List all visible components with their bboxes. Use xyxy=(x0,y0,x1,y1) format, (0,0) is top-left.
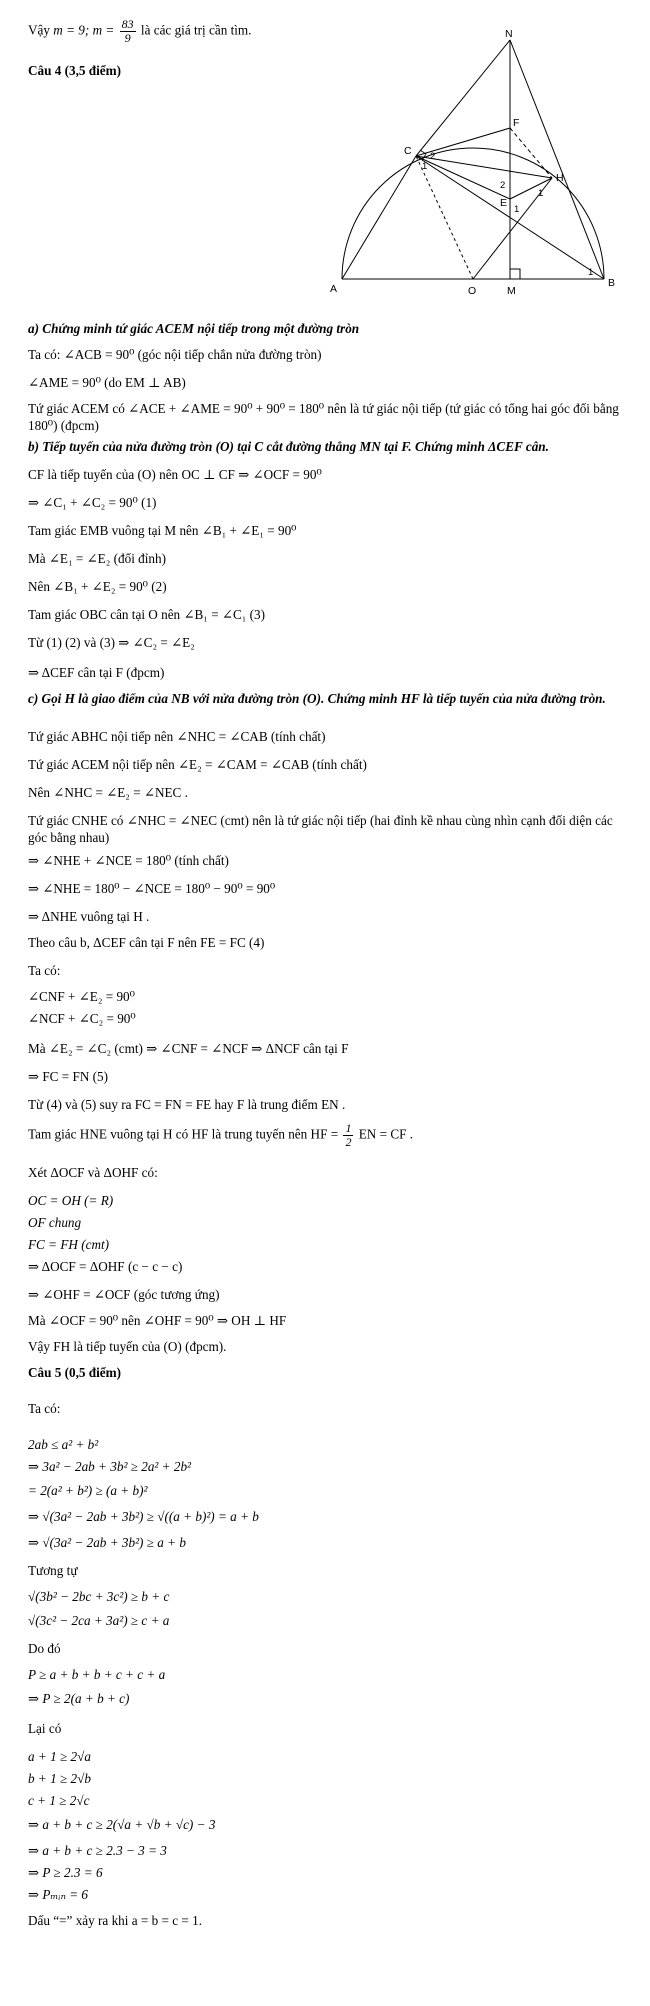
text-line: OF chung xyxy=(28,1215,82,1230)
math-line: ⇒ Pₘᵢₙ = 6 xyxy=(28,1887,89,1902)
math-line: ⇒ P ≥ 2.3 = 6 xyxy=(28,1865,103,1880)
math-line: = 2(a² + b²) ≥ (a + b)² xyxy=(28,1483,148,1498)
answer-line-cau3 xyxy=(28,18,251,45)
label-e: E xyxy=(500,197,508,209)
math-line: a + 1 ≥ 2√a xyxy=(28,1749,91,1764)
math-line: ⇒ 3a² − 2ab + 3b² ≥ 2a² + 2b² xyxy=(28,1459,192,1474)
hf-suffix: EN = CF . xyxy=(358,1126,414,1142)
fraction-numerator: 83 xyxy=(121,17,134,31)
text-line: Do đó xyxy=(28,1641,61,1656)
math-line: √(3b² − 2bc + 3c²) ≥ b + c xyxy=(28,1589,170,1604)
answer-m-values: m = 9; m = xyxy=(53,22,115,38)
text-line: Theo câu b, ΔCEF cân tại F nên FE = FC (4) xyxy=(28,935,265,950)
line-ec xyxy=(416,156,510,199)
text-line: ⇒ ΔOCF = ΔOHF (c − c − c) xyxy=(28,1259,183,1274)
text-line: Dấu “=” xảy ra khi a = b = c = 1. xyxy=(28,1913,203,1928)
line-ac xyxy=(342,156,416,279)
label-b: B xyxy=(608,277,616,289)
cau4-title: Câu 4 (3,5 điểm) xyxy=(28,63,122,78)
fraction-one-half xyxy=(343,1122,353,1149)
label-m: M xyxy=(507,285,516,297)
angle-e1: 1 xyxy=(514,204,520,215)
text-line: ⇒ FC = FN (5) xyxy=(28,1069,109,1084)
label-c: C xyxy=(404,145,412,157)
label-a: A xyxy=(330,283,338,295)
math-line: √(3c² − 2ca + 3a²) ≥ c + a xyxy=(28,1613,170,1628)
text-line: Tứ giác ABHC nội tiếp nên ∠NHC = ∠CAB (tính chất) xyxy=(28,729,326,744)
part-c-heading: c) Gọi H là giao điểm của NB với nửa đường tròn (O). Chứng minh HF là tiếp tuyến của nửa đường tròn. xyxy=(28,691,606,706)
text-line: ∠AME = 90⁰ (do EM ⊥ AB) xyxy=(28,375,186,390)
label-h: H xyxy=(556,172,564,184)
text-line: ∠NCF + ∠C₂ = 90⁰ xyxy=(28,1011,136,1026)
text-line: Mà ∠OCF = 90⁰ nên ∠OHF = 90⁰ ⇒ OH ⊥ HF xyxy=(28,1313,287,1328)
text-line: ⇒ ∠NHE + ∠NCE = 180⁰ (tính chất) xyxy=(28,853,229,868)
math-line: b + 1 ≥ 2√b xyxy=(28,1771,91,1786)
text-line: Tam giác OBC cân tại O nên ∠B₁ = ∠C₁ (3) xyxy=(28,607,266,622)
text-line: Tứ giác CNHE có ∠NHC = ∠NEC (cmt) nên là tứ giác nội tiếp (hai đỉnh kề nhau cùng nhìn cạnh đối diện các góc bằng nhau) xyxy=(28,813,613,845)
math-line: ⇒ a + b + c ≥ 2(√a + √b + √c) − 3 xyxy=(28,1817,216,1832)
text-line: Mà ∠E₂ = ∠C₂ (cmt) ⇒ ∠CNF = ∠NCF ⇒ ΔNCF cân tại F xyxy=(28,1041,349,1056)
fraction-83-9 xyxy=(120,18,136,45)
part-b-heading: b) Tiếp tuyến của nửa đường tròn (O) tại C cắt đường thẳng MN tại F. Chứng minh ΔCEF cân. xyxy=(28,439,549,454)
text-line: ⇒ ∠NHE = 180⁰ − ∠NCE = 180⁰ − 90⁰ = 90⁰ xyxy=(28,881,276,896)
text-line: Tứ giác ACEM có ∠ACE + ∠AME = 90⁰ + 90⁰ = 180⁰ nên là tứ giác nội tiếp (tứ giác có tổng hai góc đối bằng 180⁰) (đpcm) xyxy=(28,401,619,433)
right-angle-m xyxy=(510,269,520,279)
geometry-figure xyxy=(326,28,626,298)
line-ch xyxy=(416,156,552,178)
text-line: ⇒ ΔCEF cân tại F (đpcm) xyxy=(28,665,165,680)
hf-median-line xyxy=(28,1122,413,1149)
text-line: Tam giác EMB vuông tại M nên ∠B₁ + ∠E₁ = 90⁰ xyxy=(28,523,297,538)
text-line: ⇒ ∠C₁ + ∠C₂ = 90⁰ (1) xyxy=(28,495,157,510)
line-cn xyxy=(416,40,510,156)
text-line: Vậy FH là tiếp tuyến của (O) (đpcm). xyxy=(28,1339,227,1354)
text-line: Ta có: ∠ACB = 90⁰ (góc nội tiếp chắn nửa đường tròn) xyxy=(28,347,322,362)
text-line: Nên ∠B₁ + ∠E₂ = 90⁰ (2) xyxy=(28,579,167,594)
math-line: ⇒ a + b + c ≥ 2.3 − 3 = 3 xyxy=(28,1843,167,1858)
angle-c2: 2 xyxy=(430,151,436,162)
text-line: CF là tiếp tuyến của (O) nên OC ⊥ CF ⇒ ∠OCF = 90⁰ xyxy=(28,467,322,482)
text-line: Từ (1) (2) và (3) ⇒ ∠C₂ = ∠E₂ xyxy=(28,635,195,650)
text-line: Từ (4) và (5) suy ra FC = FN = FE hay F là trung điểm EN . xyxy=(28,1097,346,1112)
text-line: FC = FH (cmt) xyxy=(28,1237,110,1252)
hf-prefix: Tam giác HNE vuông tại H có HF là trung tuyến nên HF = xyxy=(28,1126,339,1142)
cau5-title: Câu 5 (0,5 điểm) xyxy=(28,1365,122,1380)
angle-e2: 2 xyxy=(500,180,506,191)
fraction-numerator: 1 xyxy=(345,1121,352,1135)
line-eh xyxy=(510,178,552,199)
label-n: N xyxy=(505,28,513,40)
fraction-denominator: 2 xyxy=(345,1135,352,1149)
label-o: O xyxy=(468,285,477,297)
answer-suffix: là các giá trị cần tìm. xyxy=(140,22,252,38)
text-line: Xét ΔOCF và ΔOHF có: xyxy=(28,1165,158,1180)
text-line: ⇒ ∠OHF = ∠OCF (góc tương ứng) xyxy=(28,1287,220,1302)
text-line: Ta có: xyxy=(28,1401,61,1416)
math-line: ⇒ P ≥ 2(a + b + c) xyxy=(28,1691,130,1706)
angle-c1: 1 xyxy=(422,161,428,172)
text-line: Nên ∠NHC = ∠E₂ = ∠NEC . xyxy=(28,785,188,800)
answer-prefix: Vậy xyxy=(28,22,54,38)
line-nb xyxy=(510,40,604,279)
text-line: ∠CNF + ∠E₂ = 90⁰ xyxy=(28,989,135,1004)
math-line: c + 1 ≥ 2√c xyxy=(28,1793,90,1808)
text-line: Tứ giác ACEM nội tiếp nên ∠E₂ = ∠CAM = ∠CAB (tính chất) xyxy=(28,757,367,772)
angle-h1: 1 xyxy=(538,188,544,199)
text-line: Lại có xyxy=(28,1721,62,1736)
math-line: ⇒ √(3a² − 2ab + 3b²) ≥ a + b xyxy=(28,1535,186,1550)
text-line: Tương tự xyxy=(28,1563,78,1578)
fraction-denominator: 9 xyxy=(124,31,131,45)
math-line: 2ab ≤ a² + b² xyxy=(28,1437,99,1452)
label-f: F xyxy=(513,117,520,129)
text-line: OC = OH (= R) xyxy=(28,1193,114,1208)
text-line: Mà ∠E₁ = ∠E₂ (đối đỉnh) xyxy=(28,551,166,566)
text-line: Ta có: xyxy=(28,963,61,978)
math-line: ⇒ √(3a² − 2ab + 3b²) ≥ √((a + b)²) = a + b xyxy=(28,1509,259,1524)
math-line: P ≥ a + b + b + c + c + a xyxy=(28,1667,166,1682)
part-a-heading: a) Chứng minh tứ giác ACEM nội tiếp trong một đường tròn xyxy=(28,321,360,336)
angle-b1: 1 xyxy=(588,267,594,278)
text-line: ⇒ ΔNHE vuông tại H . xyxy=(28,909,150,924)
